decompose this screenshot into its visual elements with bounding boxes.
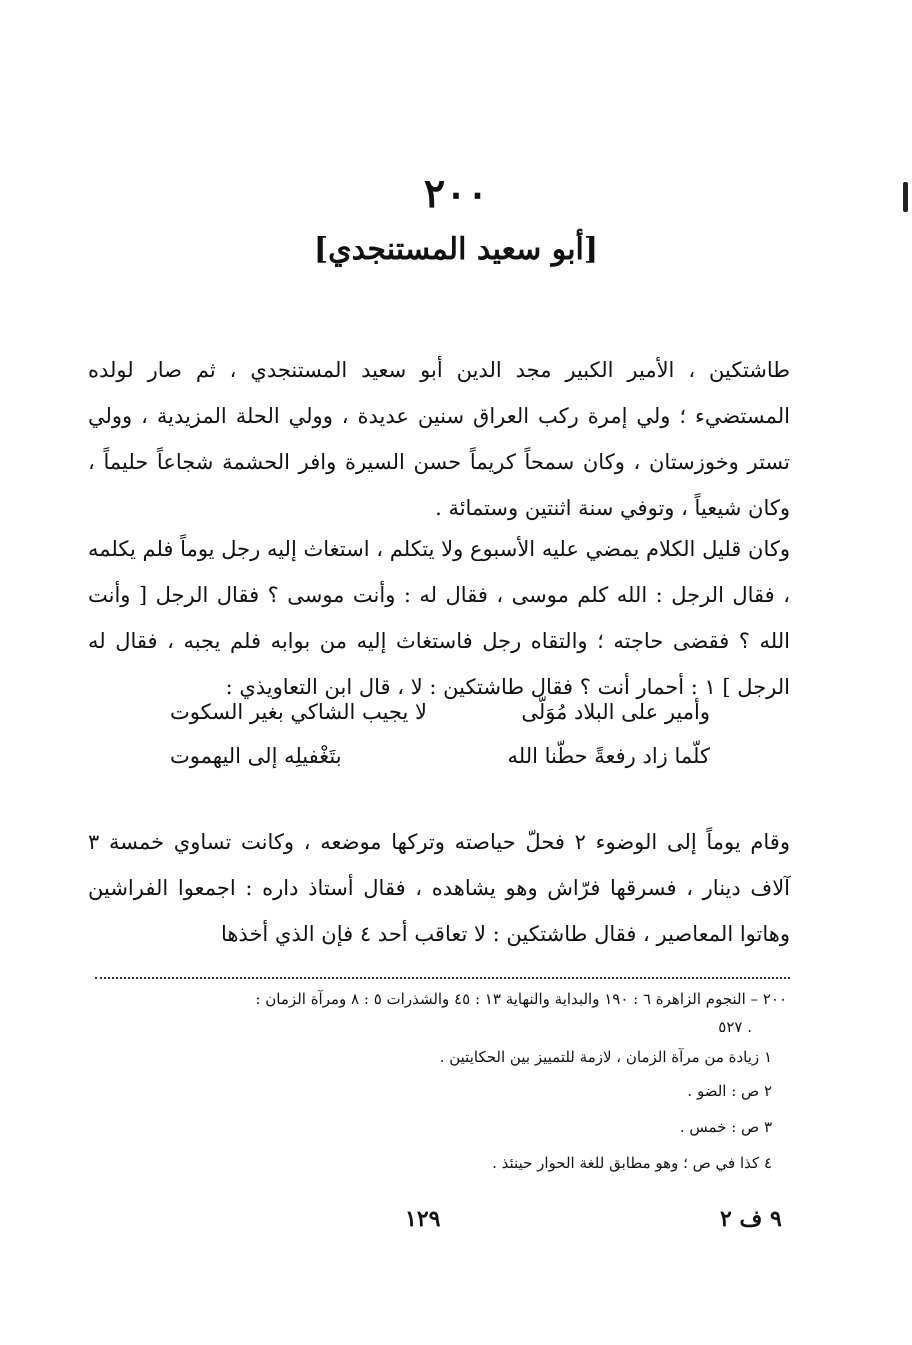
footnote-item: ١ زيادة من مرآة الزمان ، لازمة للتمييز بين الحكايتين . <box>439 1048 772 1066</box>
footnote-item: ٤ كذا في ص ؛ وهو مطابق للغة الحوار حينئذ . <box>492 1154 772 1172</box>
paragraph-wudu-story: وقام يوماً إلى الوضوء ٢ فحلّ حياصته وتركها موضعه ، وكانت تساوي خمسة ٣ آلاف دينار ، فسرقها فرّاش وهو يشاهده ، فقال أستاذ داره : اجمعوا الفراشين وهاتوا المعاصير ، فقال طاشتكين : لا تعاقب أحد ٤ فإن الذي أخذها <box>88 830 790 946</box>
paragraph-anecdote: وكان قليل الكلام يمضي عليه الأسبوع ولا يتكلم ، استغاث إليه رجل يوماً فلم يكلمه ، فقال الرجل : الله كلم موسى ، فقال له : وأنت موسى ؟ فقال الرجل [ وأنت الله ؟ فقضى حاجته ؛ والتقاه رجل فاستغاث إليه من بوابه فلم يجبه ، فقال له الرجل ] ١ : أحمار أنت ؟ فقال طاشتكين : لا ، قال ابن التعاويذي : <box>88 537 790 699</box>
footnote-divider <box>95 977 790 979</box>
page-number: ١٢٩ <box>405 1206 441 1232</box>
verse-second-hemistich: لا يجيب الشاكي بغير السكوت <box>170 700 427 724</box>
entry-number: ٢٠٠ <box>423 170 489 217</box>
paragraph-biography: طاشتكين ، الأمير الكبير مجد الدين أبو سعيد المستنجدي ، ثم صار لولده المستضيء ؛ ولي إمرة ركب العراق سنين عديدة ، وولي الحلة المزيدية ، وولي تستر وخوزستان ، وكان سمحاً كريماً حسن السيرة وافر الحشمة شجاعاً حليماً ، وكان شيعياً ، وتوفي سنة اثنتين وستمائة . <box>88 358 790 520</box>
footnote-item: ٢ ص : الضو . <box>687 1082 772 1100</box>
verse-line <box>170 744 710 778</box>
verse-line <box>170 700 710 734</box>
verse-second-hemistich: بتَغْفيلِه إلى اليهموت <box>170 744 342 768</box>
verse-first-hemistich: كلّما زاد رفعةً حطّنا الله <box>507 744 710 768</box>
entry-title: [أبو سعيد المستنجدي] <box>313 232 599 267</box>
footnote-sources-continued: ٥٢٧ . <box>718 1018 752 1036</box>
footnote-sources: ٢٠٠ – النجوم الزاهرة ٦ : ١٩٠ والبداية والنهاية ١٣ : ٤٥ والشذرات ٥ : ٨ ومرآة الزمان : <box>255 990 787 1008</box>
footnote-item: ٣ ص : خمس . <box>679 1118 772 1136</box>
verse-first-hemistich: وأمير على البلاد مُوَلّى <box>521 700 710 724</box>
printer-signature: ٩ ف ٢ <box>720 1206 782 1232</box>
